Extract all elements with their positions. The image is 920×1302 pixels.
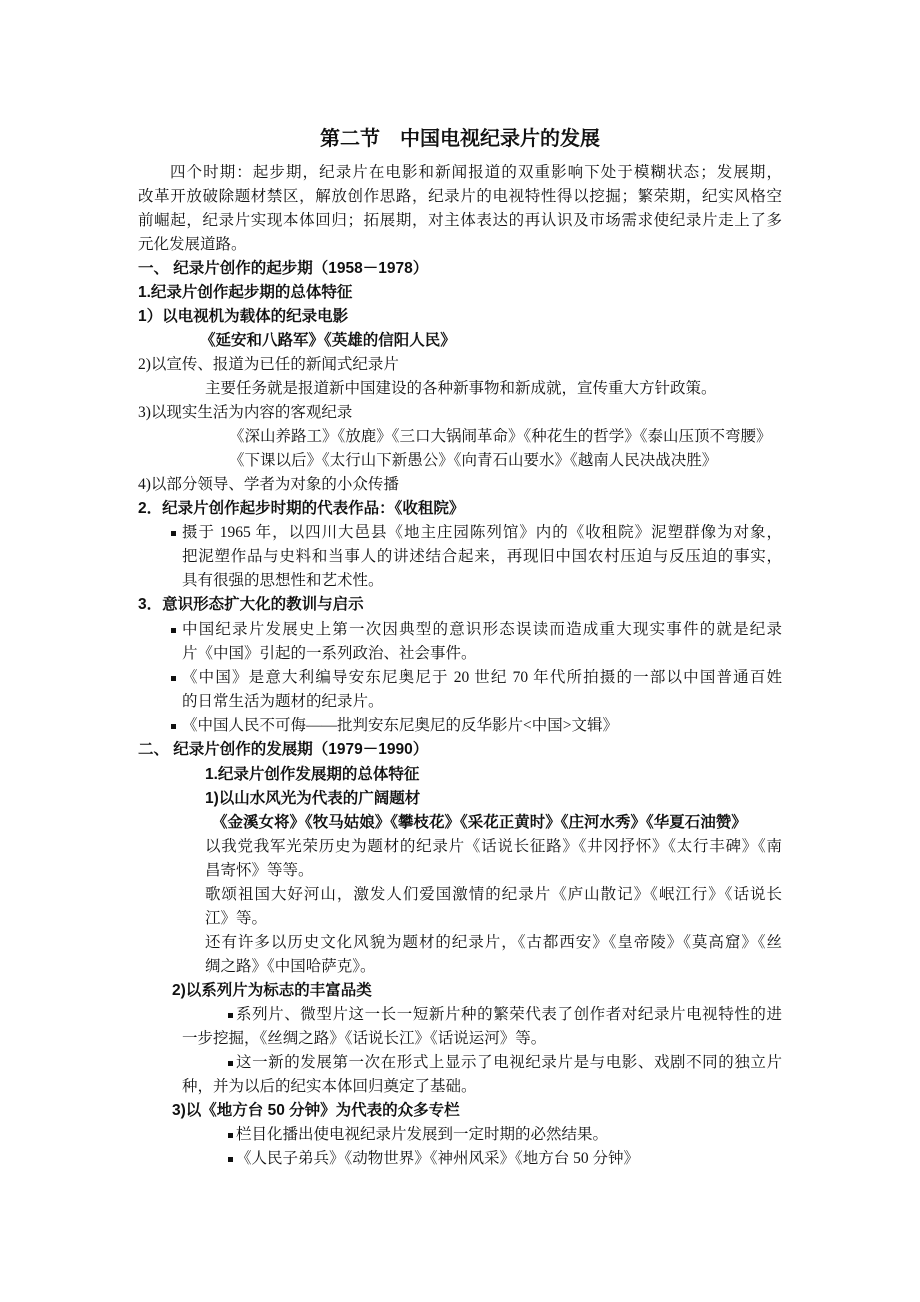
works-list: 《金溪女将》《牧马姑娘》《攀枝花》《采花正黄时》《庄河水秀》《华夏石油赞》 (212, 814, 747, 831)
subsection-heading: 3．意识形态扩大化的教训与启示 (138, 596, 364, 613)
subsection-heading: 1.纪录片创作起步期的总体特征 (138, 284, 353, 301)
point-heading: 3)以现实生活为内容的客观纪录 (138, 404, 353, 421)
bullet-text: 一步挖掘，《丝绸之路》《话说长江》《话说运河》等。 (182, 1030, 547, 1047)
bullet-text: 摄于 1965 年，以四川大邑县《地主庄园陈列馆》内的《收租院》泥塑群像为对象， (182, 524, 782, 541)
works-list: 《深山养路工》《放鹿》《三口大锅闹革命》《种花生的哲学》《泰山压顶不弯腰》 (229, 428, 772, 445)
bullet-text: 《人民子弟兵》《动物世界》《神州风采》《地方台 50 分钟》 (236, 1150, 640, 1167)
bullet-icon (228, 1061, 233, 1066)
works-list: 《下课以后》《太行山下新愚公》《向青石山要水》《越南人民决战决胜》 (229, 452, 718, 469)
bullet-text: 具有很强的思想性和艺术性。 (182, 572, 384, 589)
intro-line: 元化发展道路。 (138, 236, 247, 253)
point-text: 主要任务就是报道新中国建设的各种新事物和新成就，宣传重大方针政策。 (205, 380, 717, 397)
section-heading: 二、 纪录片创作的发展期（1979－1990） (138, 741, 429, 758)
point-text: 还有许多以历史文化风貌为题材的纪录片，《古都西安》《皇帝陵》《莫高窟》《丝 (205, 934, 782, 951)
bullet-icon (228, 1013, 233, 1018)
bullet-text: 把泥塑作品与史料和当事人的讲述结合起来，再现旧中国农村压迫与反压迫的事实， (182, 548, 782, 565)
section-heading: 一、 纪录片创作的起步期（1958－1978） (138, 260, 429, 277)
bullet-text: 栏目化播出使电视纪录片发展到一定时期的必然结果。 (236, 1126, 609, 1143)
subsection-heading: 2．纪录片创作起步时期的代表作品：《收租院》 (138, 500, 465, 517)
bullet-text: 这一新的发展第一次在形式上显示了电视纪录片是与电影、戏剧不同的独立片 (236, 1054, 782, 1071)
bullet-text: 《中国人民不可侮——批判安东尼奥尼的反华影片<中国>文辑》 (182, 717, 618, 734)
point-heading: 4)以部分领导、学者为对象的小众传播 (138, 476, 399, 493)
point-text: 昌寄怀》等等。 (205, 862, 314, 879)
bullet-icon (228, 1157, 233, 1162)
bullet-text: 中国纪录片发展史上第一次因典型的意识形态误读而造成重大现实事件的就是纪录 (182, 621, 782, 638)
subsection-heading: 1.纪录片创作发展期的总体特征 (205, 766, 420, 783)
point-heading: 3)以《地方台 50 分钟》为代表的众多专栏 (172, 1102, 460, 1119)
point-heading: 1）以电视机为载体的纪录电影 (138, 308, 349, 325)
point-heading: 1)以山水风光为代表的广阔题材 (205, 790, 421, 807)
point-text: 绸之路》《中国哈萨克》。 (205, 958, 376, 975)
point-text: 江》等。 (205, 910, 268, 927)
bullet-icon (171, 531, 176, 536)
point-text: 歌颂祖国大好河山，激发人们爱国激情的纪录片《庐山散记》《岷江行》《话说长 (205, 886, 782, 903)
intro-line: 改革开放破除题材禁区，解放创作思路，纪录片的电视特性得以挖掘；繁荣期，纪实风格空 (138, 188, 782, 205)
page-title: 第二节 中国电视纪录片的发展 (320, 128, 600, 150)
intro-line: 前崛起，纪录片实现本体回归；拓展期，对主体表达的再认识及市场需求使纪录片走上了多 (138, 212, 782, 229)
bullet-text: 片《中国》引起的一系列政治、社会事件。 (182, 645, 477, 662)
bullet-text: 《中国》是意大利编导安东尼奥尼于 20 世纪 70 年代所拍摄的一部以中国普通百姓 (182, 669, 782, 686)
point-text: 以我党我军光荣历史为题材的纪录片《话说长征路》《井冈抒怀》《太行丰碑》《南 (205, 838, 782, 855)
bullet-text: 的日常生活为题材的纪录片。 (182, 693, 384, 710)
bullet-icon (171, 628, 176, 633)
intro-line: 四个时期：起步期，纪录片在电影和新闻报道的双重影响下处于模糊状态；发展期， (170, 164, 782, 181)
point-heading: 2)以宣传、报道为已任的新闻式纪录片 (138, 356, 399, 373)
point-heading: 2)以系列片为标志的丰富品类 (172, 982, 372, 999)
bullet-text: 种，并为以后的纪实本体回归奠定了基础。 (182, 1078, 477, 1095)
bullet-icon (228, 1133, 233, 1138)
bullet-icon (171, 676, 176, 681)
works-list: 《延安和八路军》《英雄的信阳人民》 (200, 332, 456, 349)
bullet-icon (171, 724, 176, 729)
bullet-text: 系列片、微型片这一长一短新片种的繁荣代表了创作者对纪录片电视特性的进 (236, 1006, 782, 1023)
